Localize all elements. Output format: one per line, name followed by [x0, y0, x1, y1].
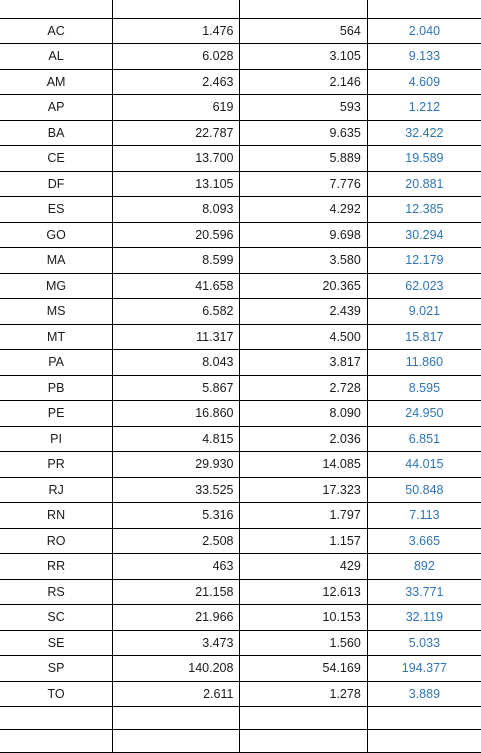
value-b-cell[interactable]: 9.698: [240, 222, 367, 248]
state-cell[interactable]: PB: [0, 375, 113, 401]
value-a-cell[interactable]: 8.599: [113, 248, 240, 274]
value-a-cell[interactable]: 11.317: [113, 324, 240, 350]
value-b-cell[interactable]: 3.580: [240, 248, 367, 274]
total-cell[interactable]: 19.589: [367, 146, 481, 172]
state-cell[interactable]: PA: [0, 350, 113, 376]
state-cell[interactable]: PR: [0, 452, 113, 478]
total-cell[interactable]: 7.113: [367, 503, 481, 529]
total-cell[interactable]: [367, 707, 481, 730]
state-cell[interactable]: RJ: [0, 477, 113, 503]
state-cell[interactable]: ES: [0, 197, 113, 223]
value-b-cell[interactable]: 2.439: [240, 299, 367, 325]
table-row: [0, 681, 481, 707]
value-b-cell[interactable]: [240, 730, 367, 753]
value-a-cell[interactable]: 140.208: [113, 656, 240, 682]
value-b-cell[interactable]: 1.157: [240, 528, 367, 554]
value-a-cell[interactable]: 29.930: [113, 452, 240, 478]
total-cell[interactable]: 9.021: [367, 299, 481, 325]
total-cell[interactable]: 3.665: [367, 528, 481, 554]
state-cell[interactable]: AM: [0, 69, 113, 95]
table-row: [0, 630, 481, 656]
total-cell[interactable]: [367, 730, 481, 753]
value-b-cell[interactable]: [240, 707, 367, 730]
state-cell[interactable]: SC: [0, 605, 113, 631]
total-cell[interactable]: 32.119: [367, 605, 481, 631]
state-cell[interactable]: RS: [0, 579, 113, 605]
value-a-cell[interactable]: 5.867: [113, 375, 240, 401]
value-a-cell[interactable]: 8.093: [113, 197, 240, 223]
total-cell[interactable]: 20.881: [367, 171, 481, 197]
value-b-cell[interactable]: 2.036: [240, 426, 367, 452]
total-cell[interactable]: 9.133: [367, 44, 481, 70]
table-row: [0, 171, 481, 197]
value-a-cell[interactable]: 463: [113, 554, 240, 580]
value-b-cell[interactable]: 3.817: [240, 350, 367, 376]
table-row: [0, 452, 481, 478]
table-row: [0, 273, 481, 299]
total-cell[interactable]: 30.294: [367, 222, 481, 248]
value-b-cell[interactable]: [240, 0, 367, 18]
total-cell[interactable]: 2.040: [367, 18, 481, 44]
value-a-cell[interactable]: 16.860: [113, 401, 240, 427]
table-row: [0, 528, 481, 554]
state-cell[interactable]: RN: [0, 503, 113, 529]
value-b-cell[interactable]: 1.560: [240, 630, 367, 656]
table-row: [0, 69, 481, 95]
table-row: [0, 503, 481, 529]
value-a-cell[interactable]: 22.787: [113, 120, 240, 146]
total-cell[interactable]: [367, 0, 481, 18]
total-cell[interactable]: 1.212: [367, 95, 481, 121]
table-row: [0, 222, 481, 248]
state-cell[interactable]: TO: [0, 681, 113, 707]
table-row: [0, 730, 481, 753]
value-a-cell[interactable]: 33.525: [113, 477, 240, 503]
value-b-cell[interactable]: 5.889: [240, 146, 367, 172]
table-row: [0, 401, 481, 427]
value-a-cell[interactable]: 41.658: [113, 273, 240, 299]
value-b-cell[interactable]: 54.169: [240, 656, 367, 682]
total-cell[interactable]: 62.023: [367, 273, 481, 299]
table-row: [0, 146, 481, 172]
state-cell[interactable]: MA: [0, 248, 113, 274]
state-cell[interactable]: GO: [0, 222, 113, 248]
state-cell[interactable]: CE: [0, 146, 113, 172]
value-a-cell[interactable]: 4.815: [113, 426, 240, 452]
value-b-cell[interactable]: 593: [240, 95, 367, 121]
state-cell[interactable]: PI: [0, 426, 113, 452]
value-a-cell[interactable]: 6.582: [113, 299, 240, 325]
table-row: [0, 554, 481, 580]
state-cell[interactable]: [0, 730, 113, 753]
total-cell[interactable]: 44.015: [367, 452, 481, 478]
state-cell[interactable]: MS: [0, 299, 113, 325]
table-row: [0, 0, 481, 18]
total-cell[interactable]: 12.385: [367, 197, 481, 223]
table-row: [0, 95, 481, 121]
value-b-cell[interactable]: 12.613: [240, 579, 367, 605]
value-a-cell[interactable]: 2.611: [113, 681, 240, 707]
table-row: [0, 324, 481, 350]
value-b-cell[interactable]: 4.292: [240, 197, 367, 223]
value-a-cell[interactable]: [113, 707, 240, 730]
value-a-cell[interactable]: 20.596: [113, 222, 240, 248]
state-cell[interactable]: RR: [0, 554, 113, 580]
table-row: [0, 248, 481, 274]
table-row: [0, 18, 481, 44]
total-cell[interactable]: 32.422: [367, 120, 481, 146]
table-row: [0, 44, 481, 70]
table-row: [0, 375, 481, 401]
value-b-cell[interactable]: 20.365: [240, 273, 367, 299]
total-cell[interactable]: 194.377: [367, 656, 481, 682]
value-b-cell[interactable]: 2.728: [240, 375, 367, 401]
state-cell[interactable]: AP: [0, 95, 113, 121]
state-cell[interactable]: SE: [0, 630, 113, 656]
value-a-cell[interactable]: [113, 0, 240, 18]
value-a-cell[interactable]: 13.105: [113, 171, 240, 197]
value-a-cell[interactable]: 8.043: [113, 350, 240, 376]
table-row: [0, 197, 481, 223]
state-cell[interactable]: [0, 707, 113, 730]
state-cell[interactable]: BA: [0, 120, 113, 146]
value-a-cell[interactable]: 5.316: [113, 503, 240, 529]
state-cell[interactable]: SP: [0, 656, 113, 682]
value-a-cell[interactable]: 619: [113, 95, 240, 121]
value-a-cell[interactable]: 2.463: [113, 69, 240, 95]
value-a-cell[interactable]: [113, 730, 240, 753]
value-a-cell[interactable]: 1.476: [113, 18, 240, 44]
state-cell[interactable]: MT: [0, 324, 113, 350]
value-b-cell[interactable]: 564: [240, 18, 367, 44]
state-cell[interactable]: PE: [0, 401, 113, 427]
state-cell[interactable]: MG: [0, 273, 113, 299]
total-cell[interactable]: 5.033: [367, 630, 481, 656]
value-b-cell[interactable]: 1.278: [240, 681, 367, 707]
state-cell[interactable]: RO: [0, 528, 113, 554]
total-cell[interactable]: 15.817: [367, 324, 481, 350]
value-b-cell[interactable]: 9.635: [240, 120, 367, 146]
value-a-cell[interactable]: 3.473: [113, 630, 240, 656]
table-row: [0, 707, 481, 730]
value-a-cell[interactable]: 13.700: [113, 146, 240, 172]
total-cell[interactable]: 12.179: [367, 248, 481, 274]
total-cell[interactable]: 8.595: [367, 375, 481, 401]
value-b-cell[interactable]: 1.797: [240, 503, 367, 529]
total-cell[interactable]: 6.851: [367, 426, 481, 452]
state-cell[interactable]: AC: [0, 18, 113, 44]
value-b-cell[interactable]: 17.323: [240, 477, 367, 503]
total-cell[interactable]: 11.860: [367, 350, 481, 376]
total-cell[interactable]: 3.889: [367, 681, 481, 707]
table-row: [0, 477, 481, 503]
value-b-cell[interactable]: 7.776: [240, 171, 367, 197]
value-b-cell[interactable]: 14.085: [240, 452, 367, 478]
total-cell[interactable]: 50.848: [367, 477, 481, 503]
value-b-cell[interactable]: 8.090: [240, 401, 367, 427]
total-cell[interactable]: 24.950: [367, 401, 481, 427]
value-b-cell[interactable]: 429: [240, 554, 367, 580]
state-cell[interactable]: DF: [0, 171, 113, 197]
table-row: [0, 350, 481, 376]
state-cell[interactable]: AL: [0, 44, 113, 70]
total-cell[interactable]: 4.609: [367, 69, 481, 95]
value-b-cell[interactable]: 3.105: [240, 44, 367, 70]
table-row: [0, 605, 481, 631]
value-b-cell[interactable]: 2.146: [240, 69, 367, 95]
table-row: [0, 426, 481, 452]
total-cell[interactable]: 33.771: [367, 579, 481, 605]
value-a-cell[interactable]: 21.966: [113, 605, 240, 631]
value-a-cell[interactable]: 2.508: [113, 528, 240, 554]
value-b-cell[interactable]: 4.500: [240, 324, 367, 350]
table-row: [0, 656, 481, 682]
value-a-cell[interactable]: 6.028: [113, 44, 240, 70]
table-row: [0, 299, 481, 325]
state-cell[interactable]: [0, 0, 113, 18]
value-a-cell[interactable]: 21.158: [113, 579, 240, 605]
value-b-cell[interactable]: 10.153: [240, 605, 367, 631]
total-cell[interactable]: 892: [367, 554, 481, 580]
table-row: [0, 579, 481, 605]
table-row: [0, 120, 481, 146]
